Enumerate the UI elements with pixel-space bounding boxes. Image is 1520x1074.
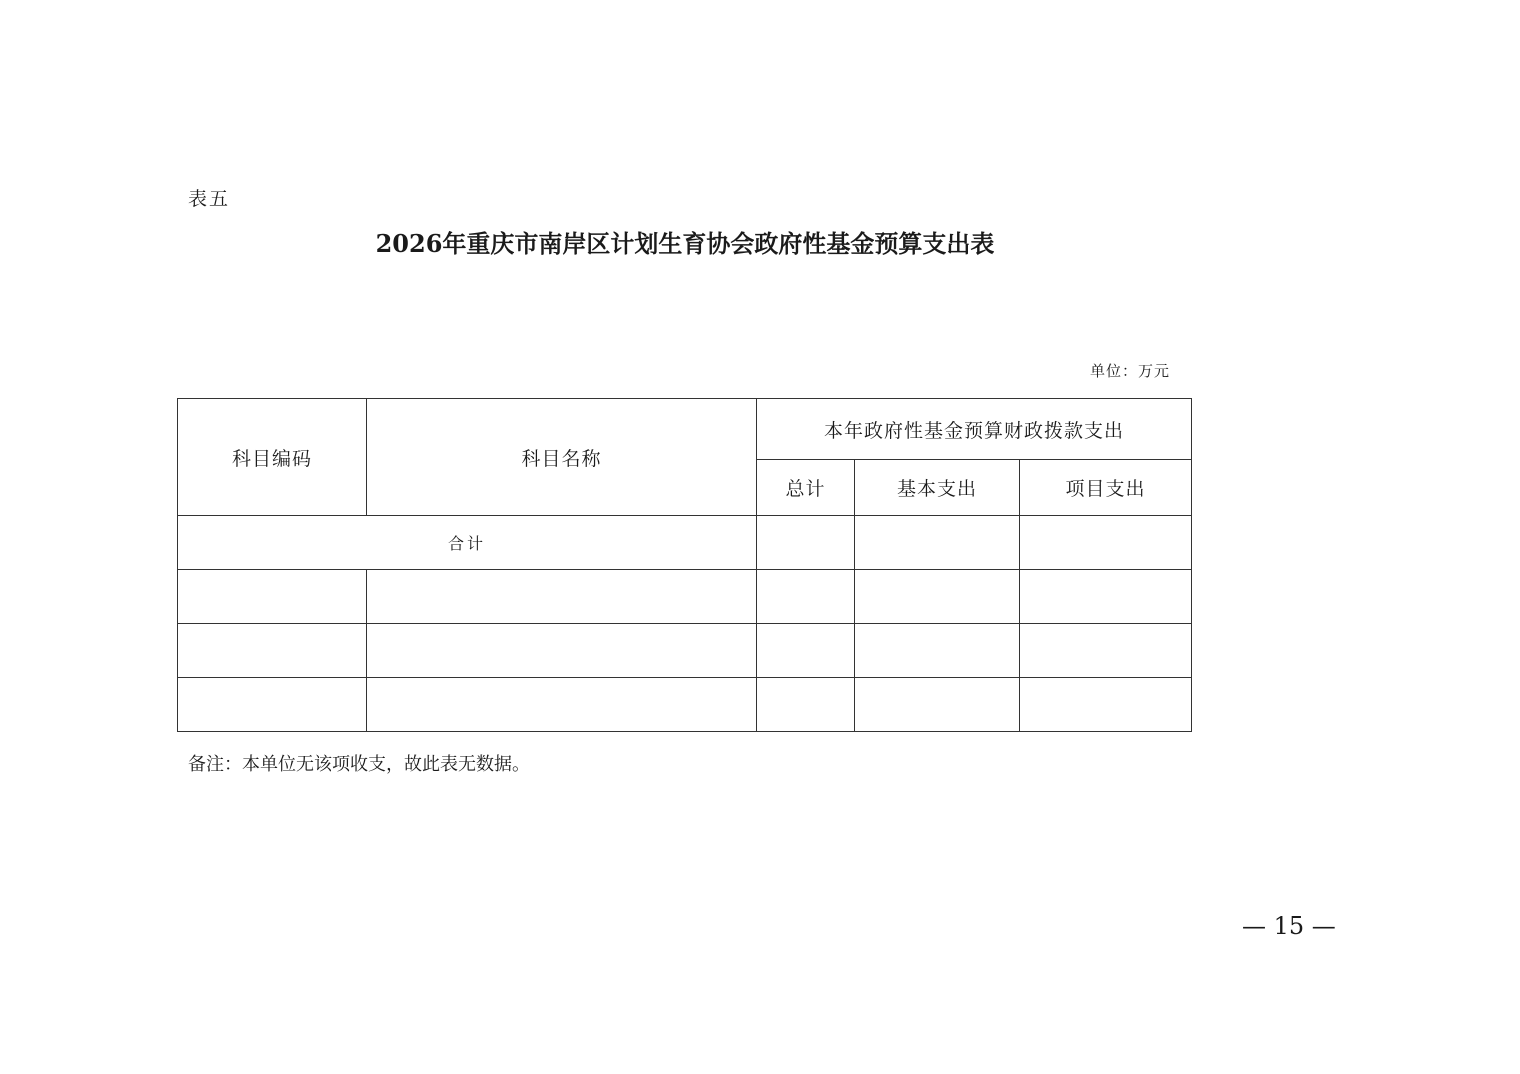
cell-name [367,624,757,678]
total-row-label: 合计 [178,516,757,570]
header-total: 总计 [757,460,855,516]
header-project-expenditure: 项目支出 [1020,460,1192,516]
header-row-1 [178,399,1192,460]
header-subject-code: 科目编码 [178,399,367,516]
table-row [178,678,1192,732]
unit-note: 单位：万元 [1090,362,1171,380]
table-row [178,570,1192,624]
header-basic-expenditure: 基本支出 [855,460,1020,516]
table-row [178,624,1192,678]
cell-code [178,678,367,732]
cell-total [757,678,855,732]
page-number: — 15 — [1242,912,1336,940]
total-row-basic [855,516,1020,570]
cell-project [1020,570,1192,624]
cell-code [178,624,367,678]
cell-name [367,678,757,732]
header-fund-expenditure-group: 本年政府性基金预算财政拨款支出 [757,399,1192,460]
total-row-project [1020,516,1192,570]
cell-project [1020,624,1192,678]
cell-basic [855,624,1020,678]
cell-total [757,570,855,624]
table-label: 表五 [188,188,231,210]
cell-basic [855,678,1020,732]
page-title: 2026年重庆市南岸区计划生育协会政府性基金预算支出表 [375,229,995,258]
cell-total [757,624,855,678]
total-row [178,516,1192,570]
header-subject-name: 科目名称 [367,399,757,516]
cell-project [1020,678,1192,732]
cell-basic [855,570,1020,624]
remark-note: 备注：本单位无该项收支，故此表无数据。 [188,754,530,775]
total-row-total [757,516,855,570]
cell-name [367,570,757,624]
cell-code [178,570,367,624]
budget-table [177,398,1192,732]
